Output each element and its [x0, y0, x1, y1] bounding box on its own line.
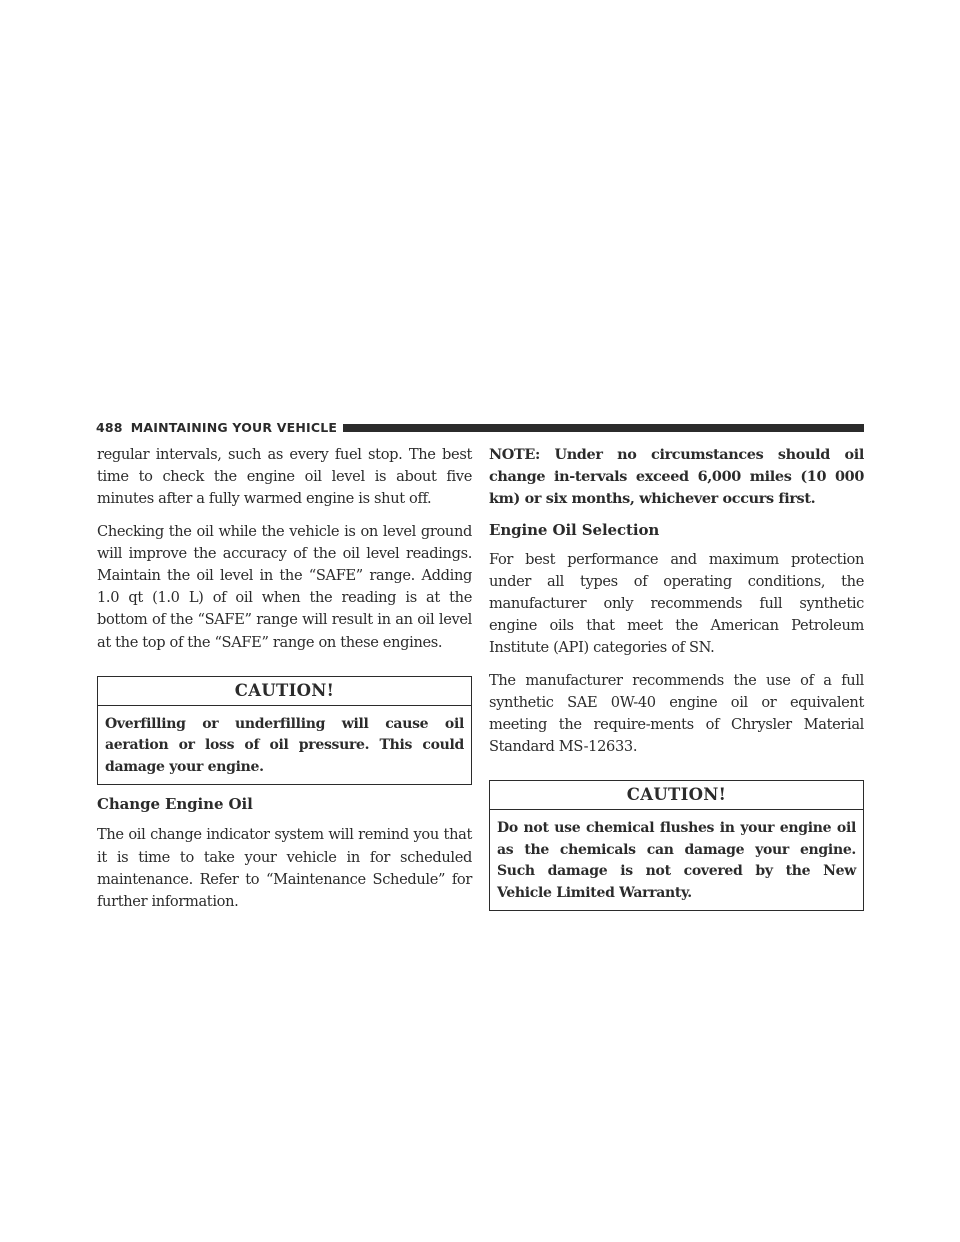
page-header	[96, 416, 864, 438]
paragraph-oil-change-indicator: The oil change indicator system will remind you that it is time to take your vehicle in for scheduled maintenance. Refer to “Maintenance Schedule” for further information.	[97, 826, 472, 910]
section-title: MAINTAINING YOUR VEHICLE	[130, 419, 338, 435]
caution-box-chemical-flushes	[489, 780, 864, 911]
header-rule	[343, 424, 864, 432]
subhead-engine-oil-selection: Engine Oil Selection	[489, 520, 660, 539]
paragraph-full-synthetic: The manufacturer recommends the use of a full synthetic SAE 0W-40 engine oil or equivalent meeting the require-ments of Chrysler Material Standard MS-12633.	[489, 671, 864, 756]
note-oil-change-interval: NOTE: Under no circumstances should oil change in-tervals exceed 6,000 miles (10 000 km) or six months, whichever occurs first.	[489, 446, 864, 508]
left-column	[97, 444, 472, 913]
subhead-change-engine-oil: Change Engine Oil	[97, 795, 253, 814]
caution-text: Overfilling or underfilling will cause oil aeration or loss of oil pressure. This could damage your engine.	[105, 715, 464, 775]
paragraph-best-performance: For best performance and maximum protection under all types of operating conditions, the manufacturer only recommends full synthetic engine oils that meet the American Petroleum Institute (API) categories of SN.	[489, 550, 864, 657]
caution-box-overfilling	[97, 676, 472, 786]
page-number: 488	[96, 419, 123, 435]
caution-title: CAUTION!	[98, 677, 471, 706]
paragraph-check-interval: regular intervals, such as every fuel stop. The best time to check the engine oil level is about five minutes after a fully warmed engine is shut off.	[97, 446, 472, 508]
caution-title: CAUTION!	[490, 781, 863, 810]
caution-text: Do not use chemical flushes in your engine oil as the chemicals can damage your engine. Such damage is not covered by the New Vehicle Limited Warranty.	[497, 820, 856, 901]
right-column	[489, 444, 864, 911]
paragraph-level-ground: Checking the oil while the vehicle is on level ground will improve the accuracy of the oil level readings. Maintain the oil level in the “SAFE” range. Adding 1.0 qt (1.0 L) of oil when the reading is at the bottom of the “SAFE” range will result in an oil level at the top of the “SAFE” range on these engines.	[97, 522, 472, 651]
